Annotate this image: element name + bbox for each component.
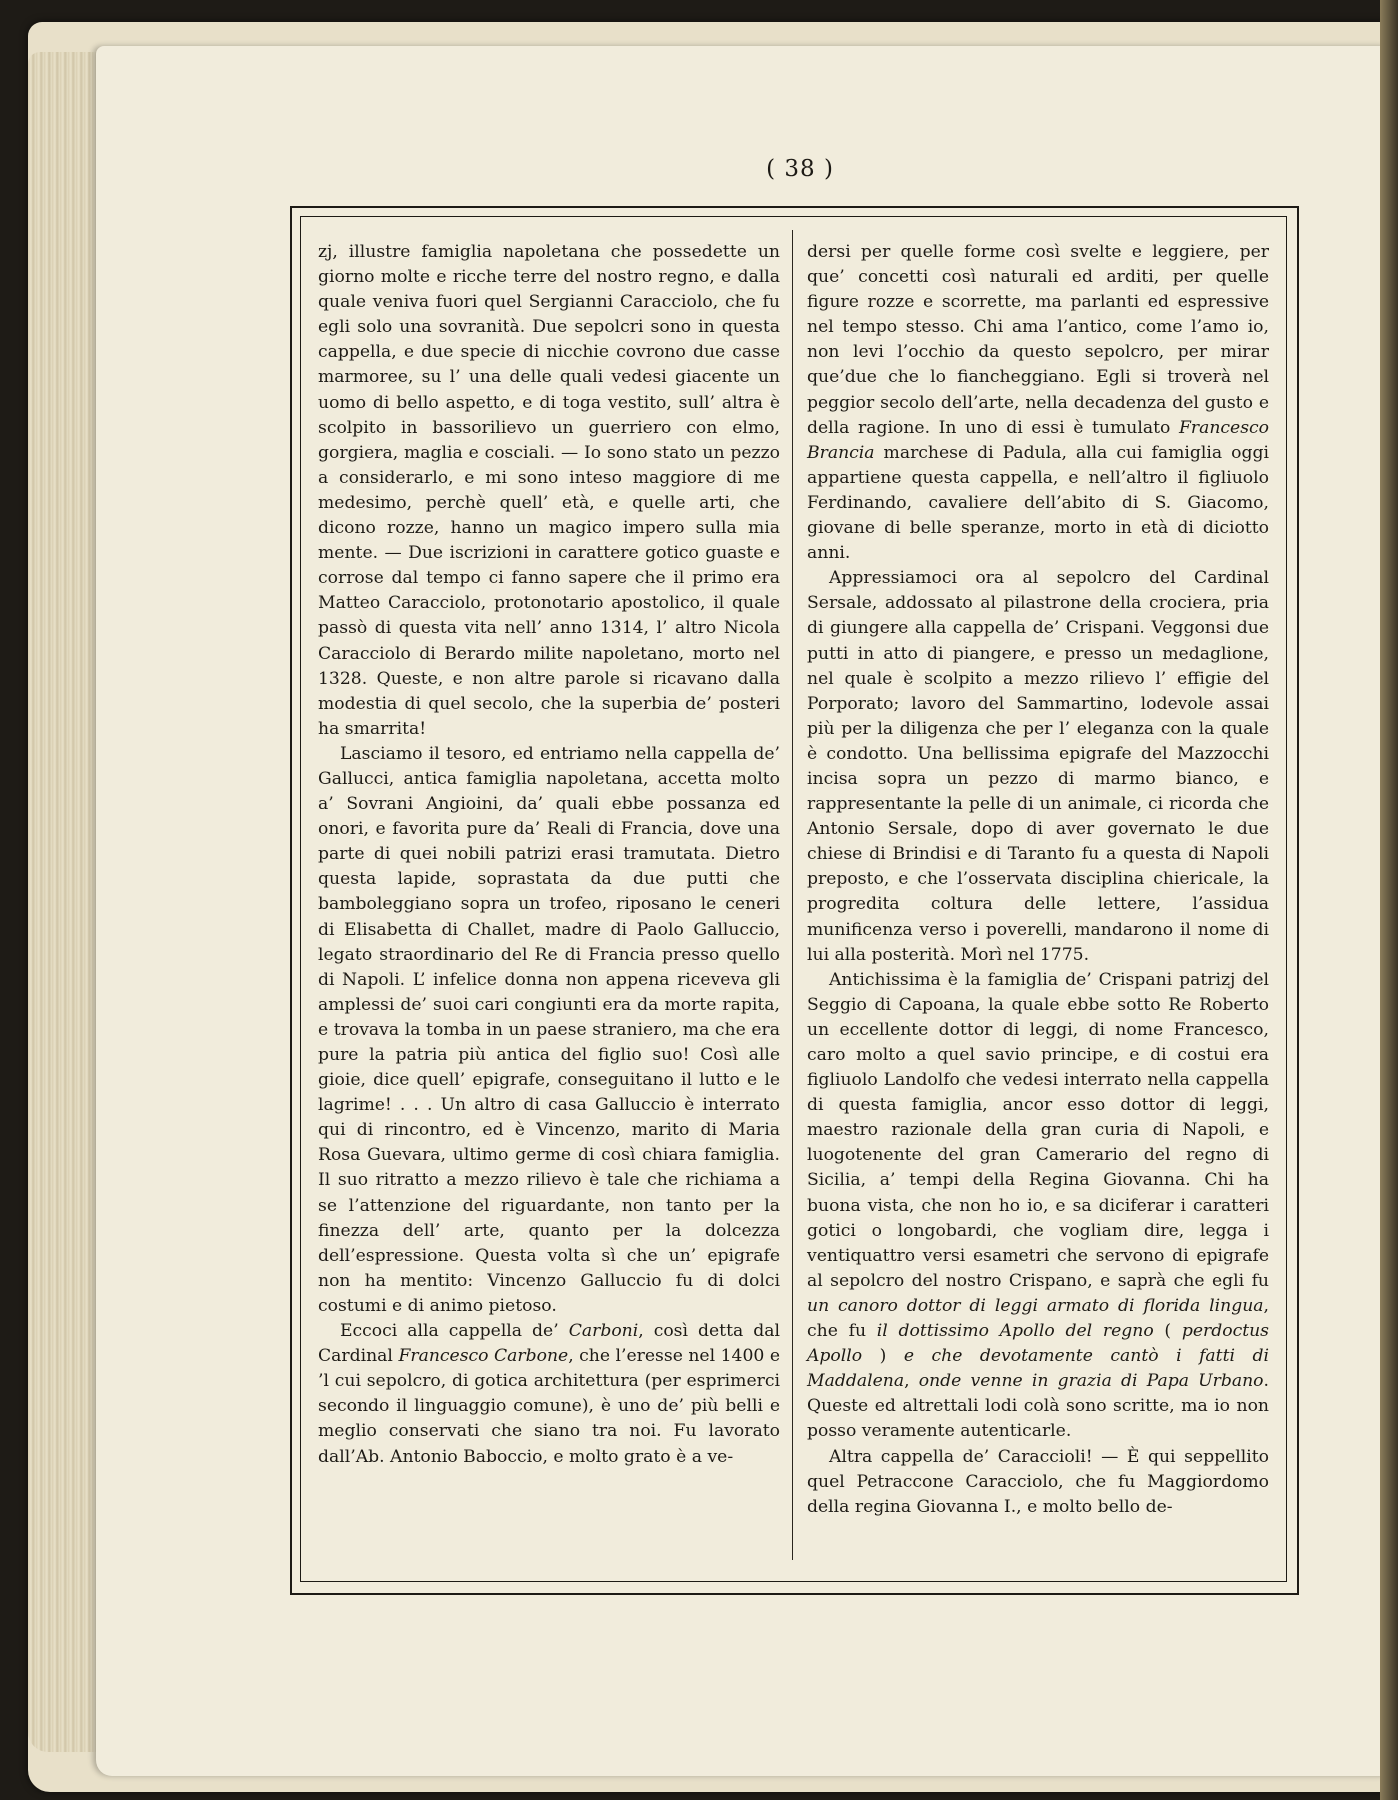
right-column <box>807 240 1269 1560</box>
book-spine <box>1380 0 1398 1800</box>
paragraph: Altra cappella de’ Caraccioli! — È qui seppellito quel Petraccone Caracciolo, che fu Maggiordomo della regina Giovanna I., e molto bello de- <box>807 1446 1269 1517</box>
paragraph: Lasciamo il tesoro, ed entriamo nella cappella de’ Gallucci, antica famiglia napoletana, accetta molto a’ Sovrani Angioini, da’ quali ebbe possanza ed onori, e favorita pure da’ Reali di Francia, dove una parte di quei nobili patrizi erasi tramutata. Dietro questa lapide, soprastata da due putti che bamboleggiano sopra un trofeo, riposano le ceneri di Elisabetta di Challet, madre di Paolo Galluccio, legato straordinario del Re di Francia presso quello di Napoli. L’ infelice donna non appena riceveva gli amplessi de’ suoi cari congiunti era da morte rapita, e trovava la tomba in un paese straniero, ma che era pure la patria più antica del figlio suo! Così alle gioie, dice quell’ epigrafe, conseguitano il lutto e le lagrime! . . . Un altro di casa Galluccio è interrato qui di rincontro, ed è Vincenzo, marito di Maria Rosa Guevara, ultimo germe di così chiara famiglia. Il suo ritratto a mezzo rilievo è tale che richiama a se l’attenzione del riguardante, non tanto per la finezza dell’ arte, quanto per la dolcezza dell’espressione. Questa volta sì che un’ epigrafe non ha mentito: Vincenzo Galluccio fu di dolci costumi e di animo pietoso. <box>318 743 780 1316</box>
italic-phrase: Francesco Brancia <box>807 417 1269 463</box>
page-number: ( 38 ) <box>766 156 834 182</box>
italic-phrase: Carboni <box>568 1321 639 1342</box>
paragraph: Antichissima è la famiglia de’ Crispani patrizj del Seggio di Capoana, la quale ebbe sotto Re Roberto un eccellente dottor di leggi, di nome Francesco, caro molto a quel savio principe, e di costui era figliuolo Landolfo che vedesi interrato nella cappella di questa famiglia, ancor esso dottor di leggi, maestro razionale della gran curia di Napoli, e luogotenente del gran Camerario del regno di Sicilia, a’ tempi della Regina Giovanna. Chi ha buona vista, che non ho io, e sa diciferar i caratteri gotici o longobardi, che vogliam dire, legga i ventiquattro versi esametri che servono di epigrafe al sepolcro del nostro Crispano, e saprà che egli fu un canoro dottor di leggi armato di florida lingua, che fu il dottissimo Apollo del regno ( perdoctus Apollo ) e che devotamente cantò i fatti di Maddalena, onde venne in grazia di Papa Urbano. Queste ed altrettali lodi colà sono scritte, ma io non posso veramente autenticarle. <box>807 969 1269 1442</box>
left-column <box>318 240 780 1560</box>
paragraph: dersi per quelle forme così svelte e leggiere, per que’ concetti così naturali ed arditi, per quelle figure rozze e scorrette, ma parlanti ed espressive nel tempo stesso. Chi ama l’antico, come l’amo io, non levi l’occhio da questo sepolcro, per mirar que’due che lo fiancheggiano. Egli si troverà nel peggior secolo dell’arte, nella decadenza del gusto e della ragione. In uno di essi è tumulato Francesco Brancia marchese di Padula, alla cui famiglia oggi appartiene questa cappella, e nell’altro il figliuolo Ferdinando, cavaliere dell’abito di S. Giacomo, giovane di belle speranze, morto in età di diciotto anni. <box>807 242 1269 564</box>
column-divider <box>792 230 793 1560</box>
italic-phrase: un canoro dottor di leggi armato di florida lingua <box>807 1295 1264 1316</box>
paragraph: zj, illustre famiglia napoletana che possedette un giorno molte e ricche terre del nostro regno, e dalla quale veniva fuori quel Sergianni Caracciolo, che fu egli solo una sovranità. Due sepolcri sono in questa cappella, e due specie di nicchie covrono due casse marmoree, su l’ una delle quali vedesi giacente un uomo di bello aspetto, e di toga vestito, sull’ altra è scolpito in bassorilievo un guerriero con elmo, gorgiera, maglia e cosciali. — Io sono stato un pezzo a considerarlo, e mi sono inteso maggiore di me medesimo, perchè quell’ età, e quelle arti, che dicono rozze, hanno un magico impero sulla mia mente. — Due iscrizioni in carattere gotico guaste e corrose dal tempo ci fanno sapere che il primo era Matteo Caracciolo, protonotario apostolico, il quale passò di questa vita nell’ anno 1314, l’ altro Nicola Caracciolo di Berardo milite napoletano, morto nel 1328. Queste, e non altre parole si ricavano dalla modestia di quel secolo, che la superbia de’ posteri ha smarrita! <box>318 242 780 739</box>
paragraph: Appressiamoci ora al sepolcro del Cardinal Sersale, addossato al pilastrone della crociera, pria di giungere alla cappella de’ Crispani. Veggonsi due putti in atto di piangere, e presso un medaglione, nel quale è scolpito a mezzo rilievo l’ effigie del Porporato; lavoro del Sammartino, lodevole assai più per la diligenza che per l’ eleganza con la quale è condotto. Una bellissima epigrafe del Mazzocchi incisa sopra un pezzo di marmo bianco, e rappresentante la pelle di un animale, ci ricorda che Antonio Sersale, dopo di aver governato le due chiese di Brindisi e di Taranto fu a questa di Napoli preposto, e che l’osservata disciplina chiericale, la progredita coltura delle lettere, l’assidua munificenza verso i poverelli, mandarono il nome di lui alla posterità. Morì nel 1775. <box>807 568 1269 965</box>
italic-phrase: perdoctus Apollo <box>807 1321 1269 1367</box>
italic-phrase: e che devotamente cantò i fatti di Maddalena <box>807 1346 1269 1392</box>
italic-phrase: onde venne in grazia di Papa Urbano <box>918 1371 1264 1392</box>
paragraph: Eccoci alla cappella de’ Carboni, così detta dal Cardinal Francesco Carbone, che l’eresse nel 1400 e ’l cui sepolcro, di gotica architettura (per esprimerci secondo il linguaggio comune), è uno de’ più belli e meglio conservati che siano tra noi. Fu lavorato dall’Ab. Antonio Baboccio, e molto grato è a ve- <box>318 1321 781 1467</box>
italic-phrase: il dottissimo Apollo del regno <box>876 1321 1154 1342</box>
italic-phrase: Francesco Carbone <box>398 1346 569 1367</box>
